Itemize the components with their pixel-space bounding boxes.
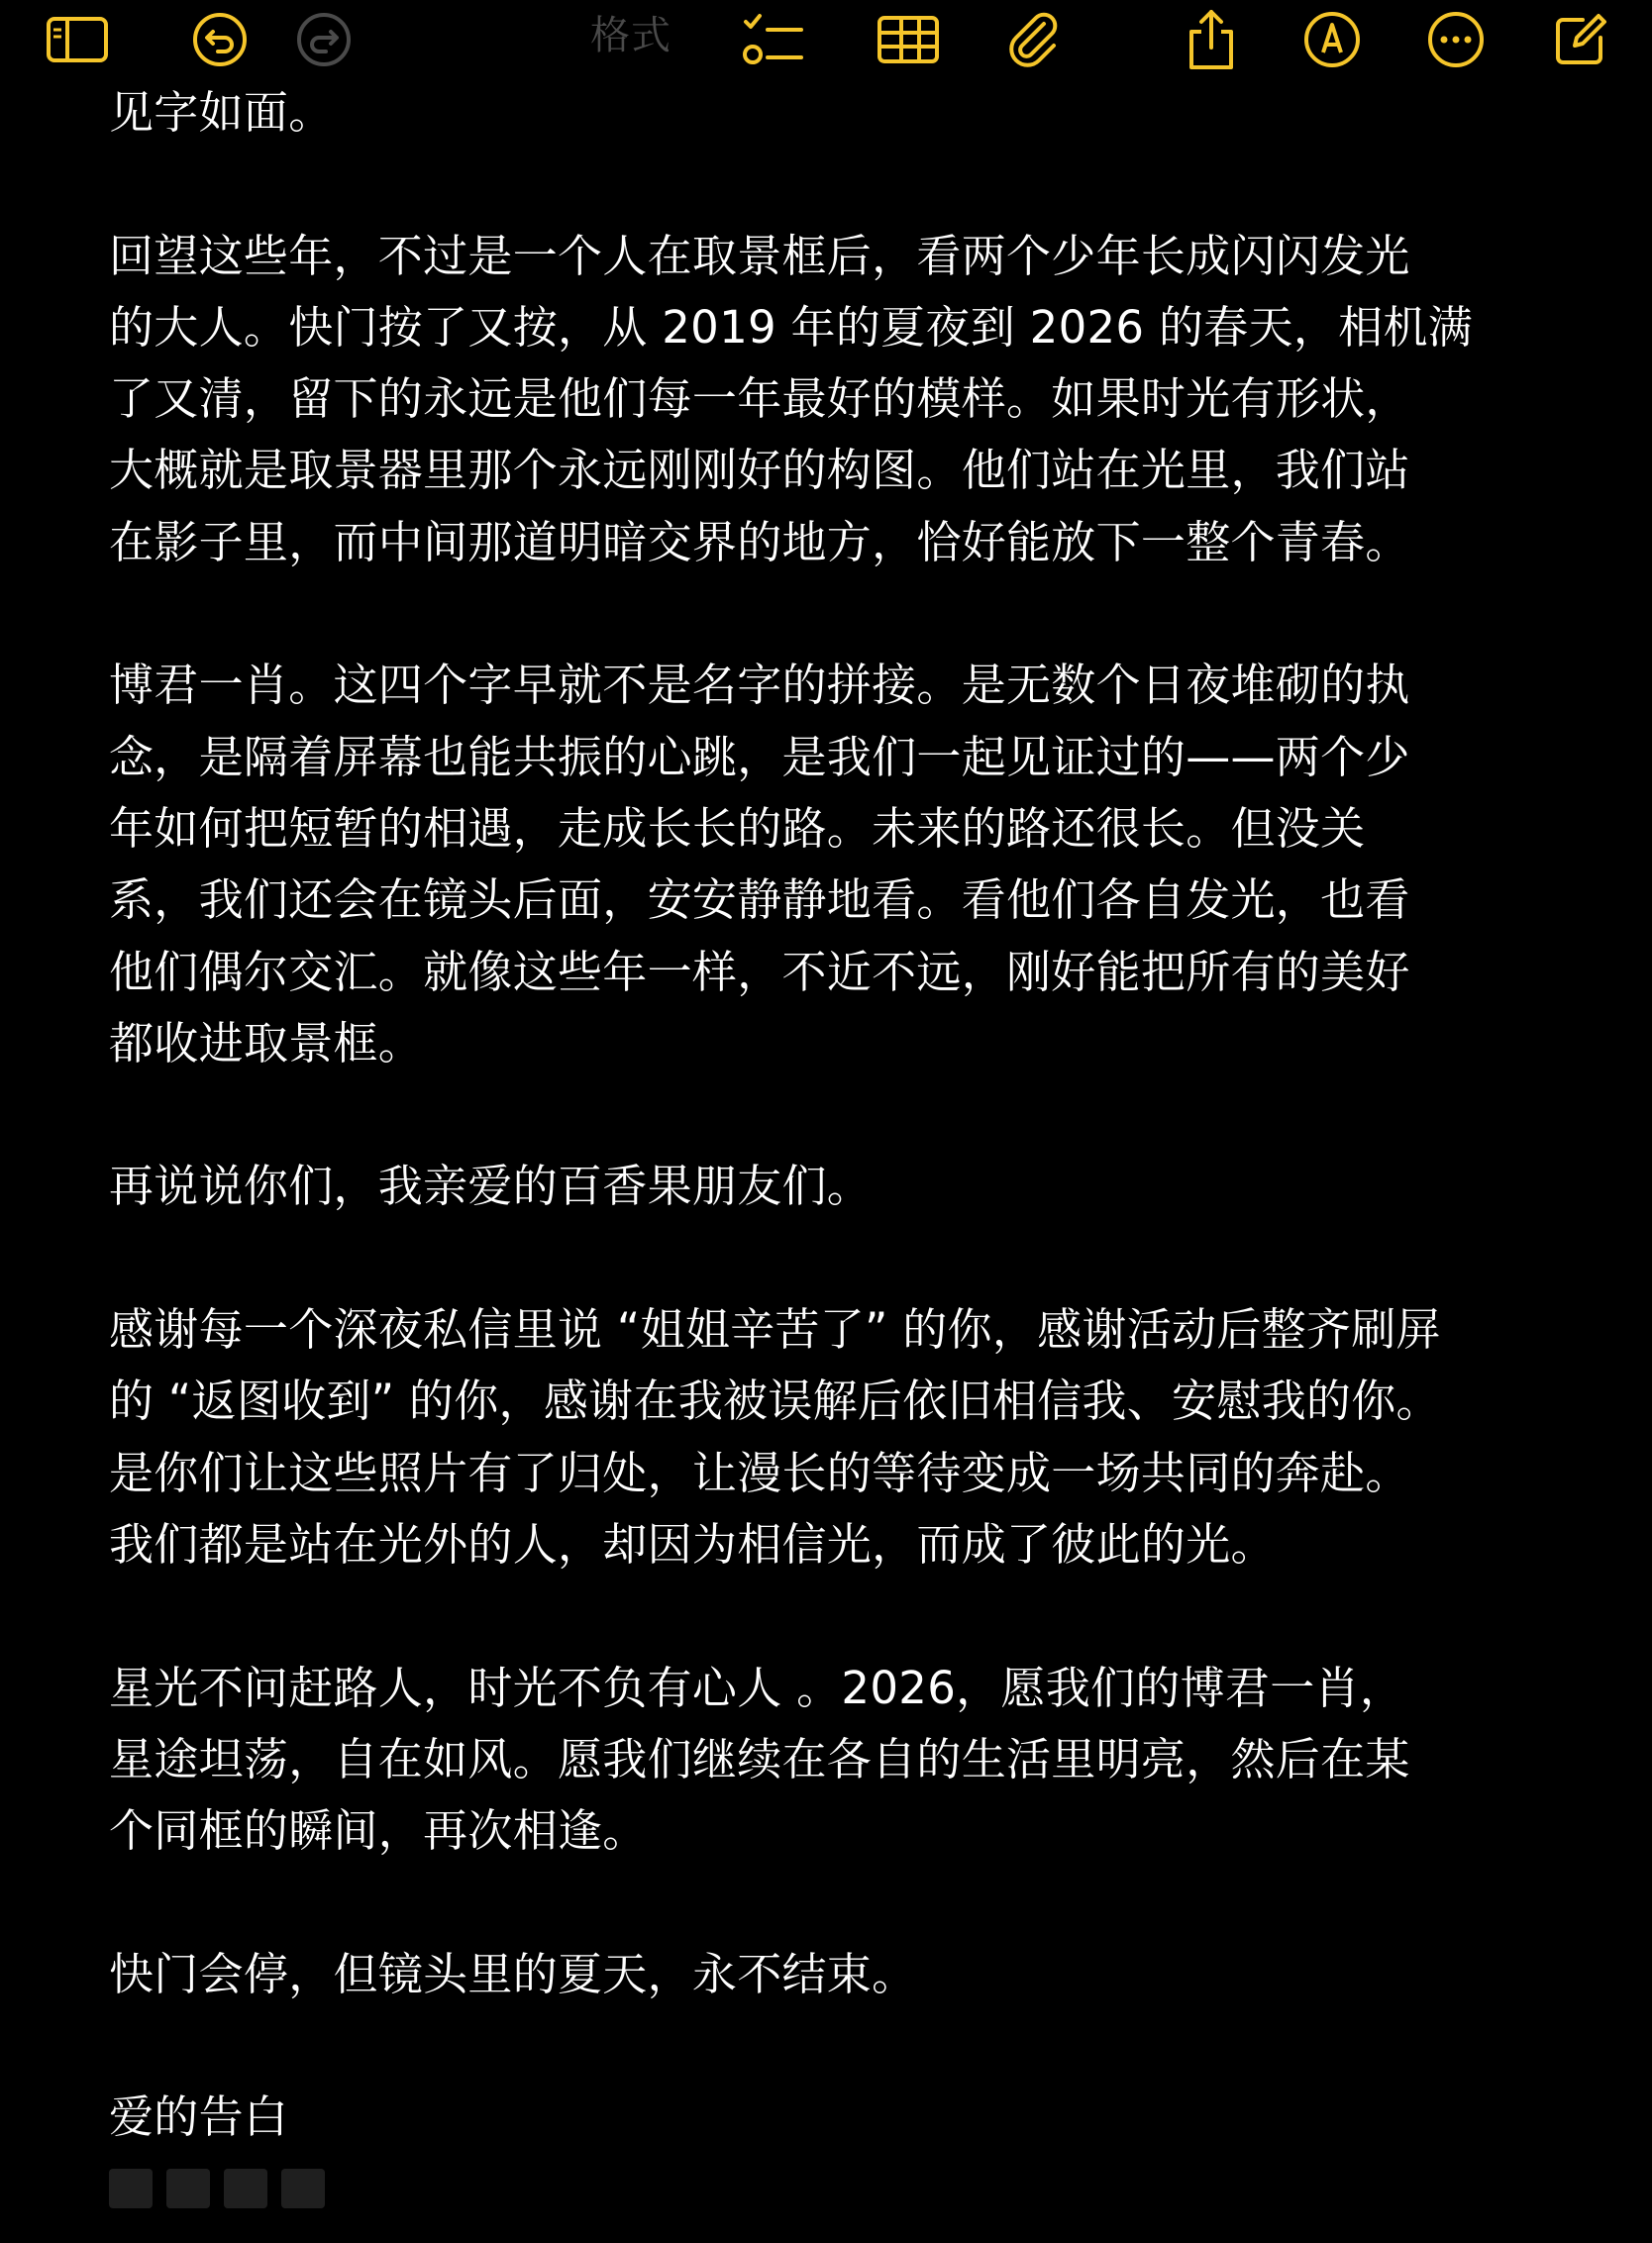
note-paragraph-friends: 再说说你们，我亲爱的百香果朋友们。	[109, 1160, 873, 1213]
note-paragraph-greeting: 见字如面。	[109, 86, 334, 139]
undo-icon[interactable]	[184, 4, 256, 75]
note-paragraph-looking-back: 回望这些年，不过是一个人在取景框后，看两个少年长成闪闪发光 的大人。快门按了又按，从 2019 年的夏夜到 2026 的春天，相机满 了又清，留下的永远是他们每一年最好的模样。如果时光有形状， 大概就是取景器里那个永远刚刚好的构图。他们站在光里，我们站 在影子里，而中间那道明暗交界的地方，恰好能放下一整个青春。	[109, 229, 1474, 568]
note-paragraph-shutter: 快门会停，但镜头里的夏天，永不结束。	[109, 1947, 917, 2000]
paperclip-icon[interactable]	[998, 4, 1070, 75]
note-signature: 爱的告白	[109, 2090, 289, 2144]
note-paragraph-bjyx: 博君一肖。这四个字早就不是名字的拼接。是无数个日夜堆砌的执 念，是隔着屏幕也能共振的心跳，是我们一起见证过的——两个少 年如何把短暂的相遇，走成长长的路。未来的路还很长。但没关 系，我们还会在镜头后面，安安静静地看。看他们各自发光，也看 他们偶尔交汇。就像这些年一样，不近不远，刚好能把所有的美好 都收进取景框。	[109, 659, 1410, 1070]
markup-pen-icon[interactable]	[1296, 4, 1368, 75]
note-paragraph-wishes: 星光不问赶路人，时光不负有心人 。2026，愿我们的博君一肖， 星途坦荡，自在如风。愿我们继续在各自的生活里明亮，然后在某 个同框的瞬间，再次相逢。	[109, 1661, 1410, 1858]
checklist-icon[interactable]	[738, 4, 809, 75]
format-title[interactable]: 格式	[590, 13, 671, 58]
sidebar-icon[interactable]	[42, 4, 113, 75]
note-body[interactable]	[109, 77, 1535, 2154]
share-icon[interactable]	[1176, 4, 1247, 75]
faded-text-line	[109, 2169, 347, 2212]
compose-icon[interactable]	[1545, 4, 1616, 75]
note-paragraph-thanks: 感谢每一个深夜私信里说 “姐姐辛苦了” 的你，感谢活动后整齐刷屏 的 “返图收到” 的你，感谢在我被误解后依旧相信我、安慰我的你。 是你们让这些照片有了归处，让漫长的等待变成一场共同的奔赴。 我们都是站在光外的人，却因为相信光，而成了彼此的光。	[109, 1303, 1441, 1571]
table-icon[interactable]	[873, 4, 944, 75]
notes-toolbar	[0, 0, 1652, 79]
redo-icon[interactable]	[288, 4, 360, 75]
more-icon[interactable]	[1420, 4, 1492, 75]
